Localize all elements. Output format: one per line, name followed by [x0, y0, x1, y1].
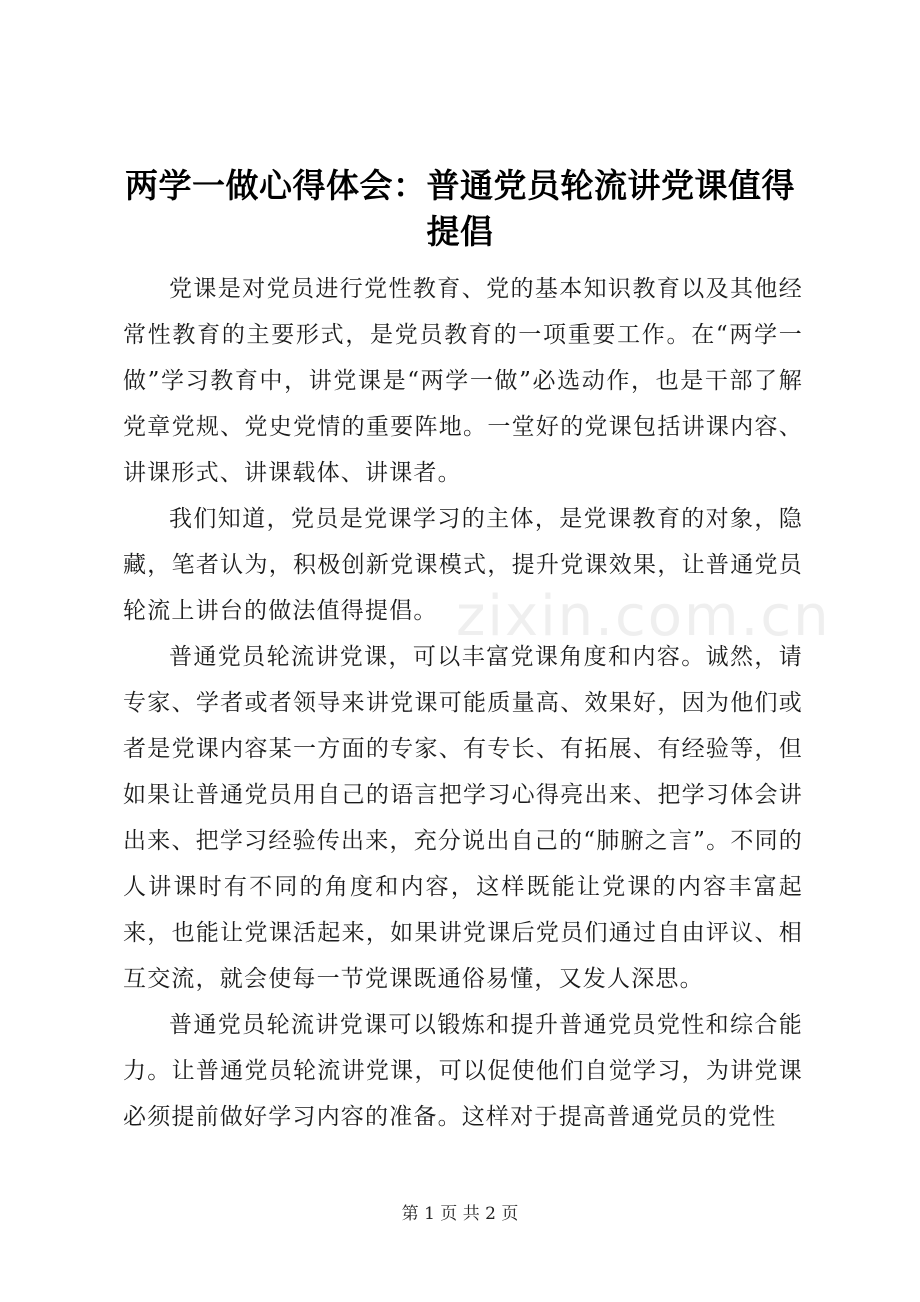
document-title: 两学一做心得体会：普通党员轮流讲党课值得提倡	[125, 166, 795, 251]
paragraph-4: 普通党员轮流讲党课可以锻炼和提升普通党员党性和综合能力。让普通党员轮流讲党课，可以促使他们自觉学习，为讲党课必须提前做好学习内容的准备。这样对于提高普通党员的党性	[123, 1012, 803, 1130]
page-number-footer: 第 1 页 共 2 页	[401, 1204, 519, 1224]
paragraph-3: 普通党员轮流讲党课，可以丰富党课角度和内容。诚然，请专家、学者或者领导来讲党课可能质量高、效果好，因为他们或者是党课内容某一方面的专家、有专长、有拓展、有经验等，但如果让普通党员用自己的语言把学习心得亮出来、把学习体会讲出来、把学习经验传出来，充分说出自己的“肺腑之言”。不同的人讲课时有不同的角度和内容，这样既能让党课的内容丰富起来，也能让党课活起来，如果讲党课后党员们通过自由评议、相互交流，就会使每一节党课既通俗易懂，又发人深思。	[123, 644, 803, 992]
paragraph-2: 我们知道，党员是党课学习的主体，是党课教育的对象，隐藏，笔者认为，积极创新党课模式，提升党课效果，让普通党员轮流上讲台的做法值得提倡。	[123, 506, 803, 624]
watermark: zixin.com.cn	[456, 584, 831, 649]
document-body	[123, 266, 803, 1140]
paragraph-1: 党课是对党员进行党性教育、党的基本知识教育以及其他经常性教育的主要形式，是党员教育的一项重要工作。在“两学一做”学习教育中，讲党课是“两学一做”必选动作，也是干部了解党章党规、党史党情的重要阵地。一堂好的党课包括讲课内容、讲课形式、讲课载体、讲课者。	[123, 276, 803, 486]
